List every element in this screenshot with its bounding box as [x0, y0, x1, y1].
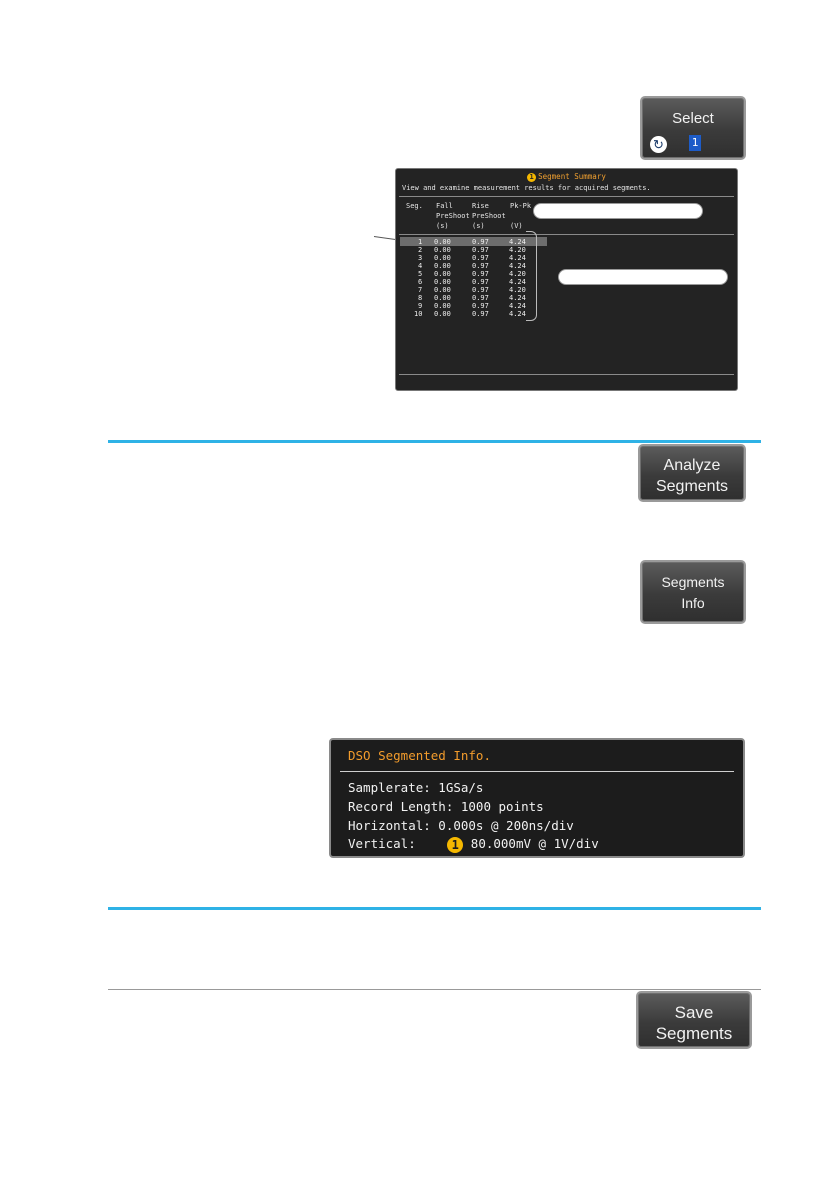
- divider: [399, 196, 734, 197]
- callout-box-top: [533, 203, 703, 219]
- select-button-label: Select: [672, 110, 714, 127]
- dso-info-title: DSO Segmented Info.: [348, 748, 491, 763]
- header-seg: Seg.: [406, 202, 423, 210]
- analyze-segments-label-2: Segments: [655, 478, 729, 495]
- section-divider: [108, 907, 761, 910]
- vertical-row: [348, 836, 599, 853]
- save-segments-label-1: Save: [674, 1003, 714, 1022]
- segment-summary-description: View and examine measurement results for acquired segments.: [402, 184, 651, 192]
- table-row[interactable]: 4 0.00 0.97 4.24: [418, 262, 526, 270]
- segment-summary-title: 1 Segment Summary: [396, 172, 737, 182]
- segment-index-value: 1: [689, 135, 701, 151]
- table-row[interactable]: 6 0.00 0.97 4.24: [418, 278, 526, 286]
- vertical-value: 80.000mV @ 1V/div: [470, 836, 599, 851]
- save-segments-label-2: Segments: [655, 1024, 733, 1043]
- pk-pk-column-bracket: [526, 231, 537, 321]
- table-row[interactable]: 1 0.00 0.97 4.24: [418, 238, 526, 246]
- divider: [340, 771, 734, 772]
- callout-box-middle: [558, 269, 728, 285]
- divider: [399, 234, 734, 235]
- table-row[interactable]: 9 0.00 0.97 4.24: [418, 302, 526, 310]
- analyze-segments-label-1: Analyze: [663, 457, 721, 474]
- header-pk-pk: Pk-Pk (V): [510, 202, 532, 230]
- divider: [399, 374, 734, 375]
- dso-segmented-info-panel: [329, 738, 745, 858]
- header-rise-preshoot: Rise PreShoot (s): [472, 202, 506, 230]
- table-row[interactable]: 2 0.00 0.97 4.20: [418, 246, 526, 254]
- horizontal-text: Horizontal: 0.000s @ 200ns/div: [348, 818, 574, 833]
- row-divider: [108, 989, 761, 990]
- header-fall-preshoot: Fall PreShoot (s): [436, 202, 470, 230]
- segments-info-button[interactable]: [640, 560, 746, 624]
- save-segments-button[interactable]: [636, 991, 752, 1049]
- table-row[interactable]: 10 0.00 0.97 4.24: [414, 310, 526, 318]
- table-row[interactable]: 5 0.00 0.97 4.20: [418, 270, 526, 278]
- section-divider: [108, 440, 761, 443]
- select-button[interactable]: [640, 96, 746, 160]
- analyze-segments-button[interactable]: [638, 444, 746, 502]
- segments-info-label-2: Info: [681, 595, 705, 611]
- segments-info-label-1: Segments: [661, 574, 725, 590]
- table-row[interactable]: 3 0.00 0.97 4.24: [418, 254, 526, 262]
- table-row[interactable]: 7 0.00 0.97 4.20: [418, 286, 526, 294]
- table-row[interactable]: 8 0.00 0.97 4.24: [418, 294, 526, 302]
- channel-1-icon: 1: [447, 837, 463, 853]
- segment-summary-screen: [395, 168, 738, 391]
- channel-1-icon: 1: [527, 173, 536, 182]
- samplerate-text: Samplerate: 1GSa/s: [348, 780, 484, 795]
- variable-knob-icon: ↻: [650, 136, 667, 153]
- vertical-label: Vertical:: [348, 836, 416, 851]
- record-length-text: Record Length: 1000 points: [348, 799, 544, 814]
